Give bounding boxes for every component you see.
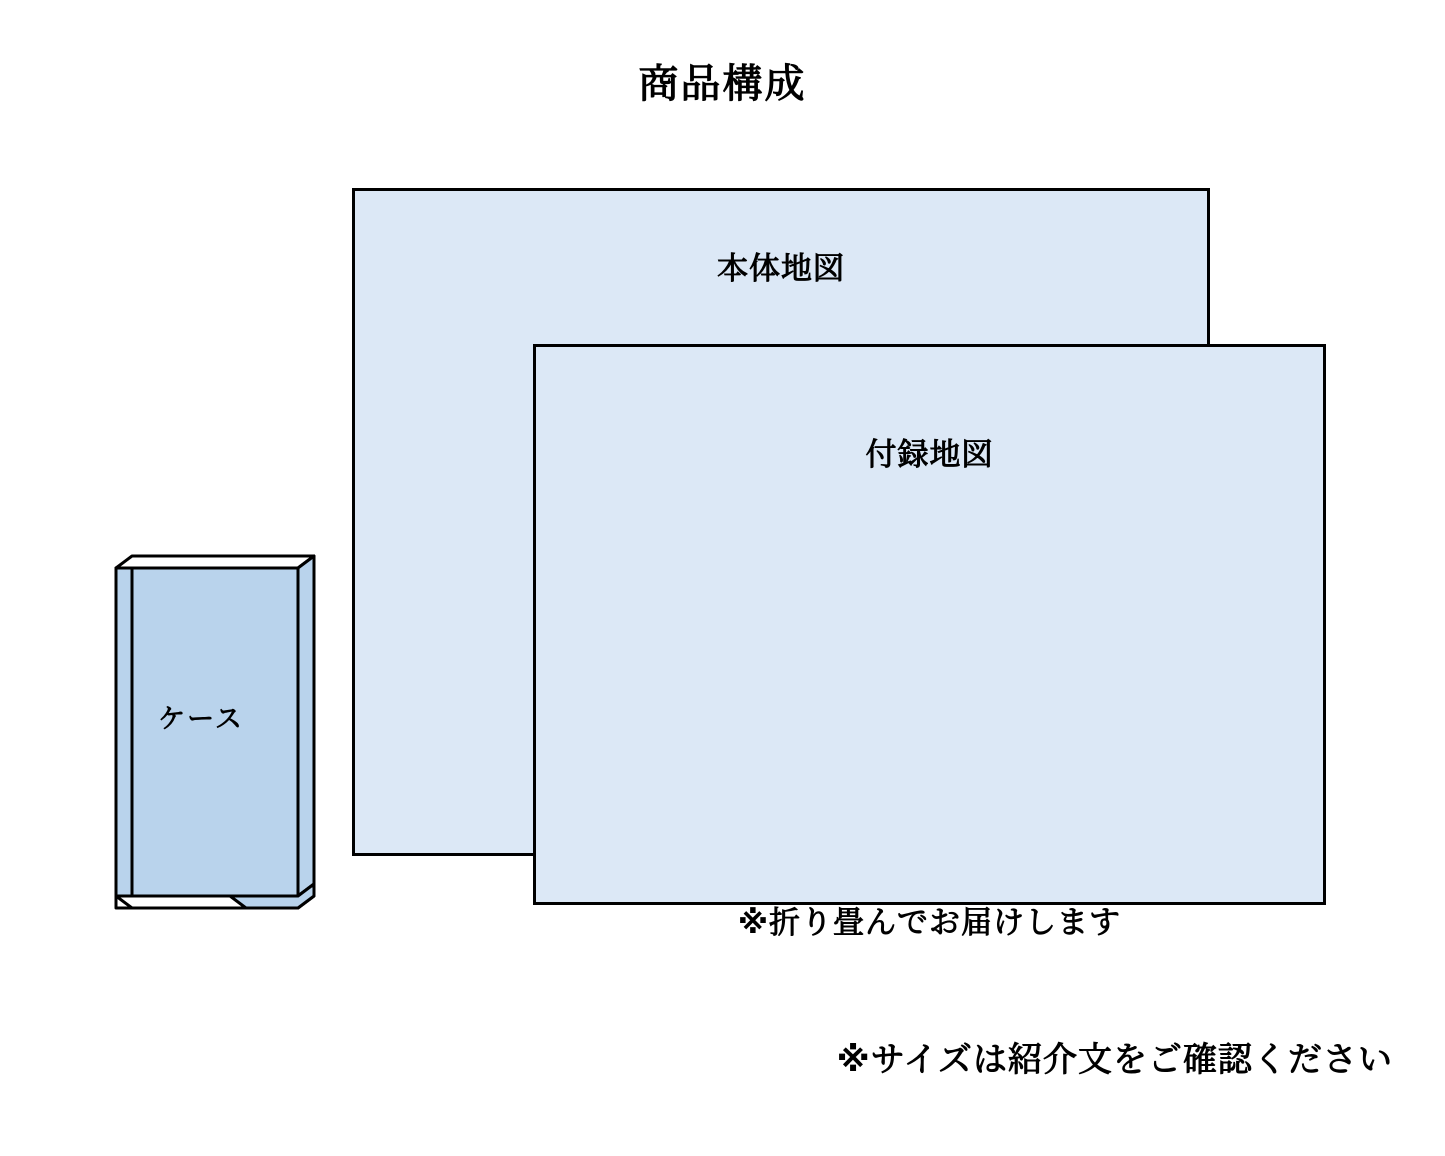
main-map-label: 本体地図 xyxy=(717,251,845,287)
case-label: ケース xyxy=(158,704,244,735)
appendix-map-label: 付録地図 xyxy=(865,437,994,473)
fold-note: ※折り畳んでお届けします xyxy=(737,905,1122,941)
case-box xyxy=(110,552,320,912)
page-title: 商品構成 xyxy=(638,61,807,107)
size-note: ※サイズは紹介文をご確認ください xyxy=(836,1040,1393,1080)
appendix-map-sheet xyxy=(533,344,1326,905)
